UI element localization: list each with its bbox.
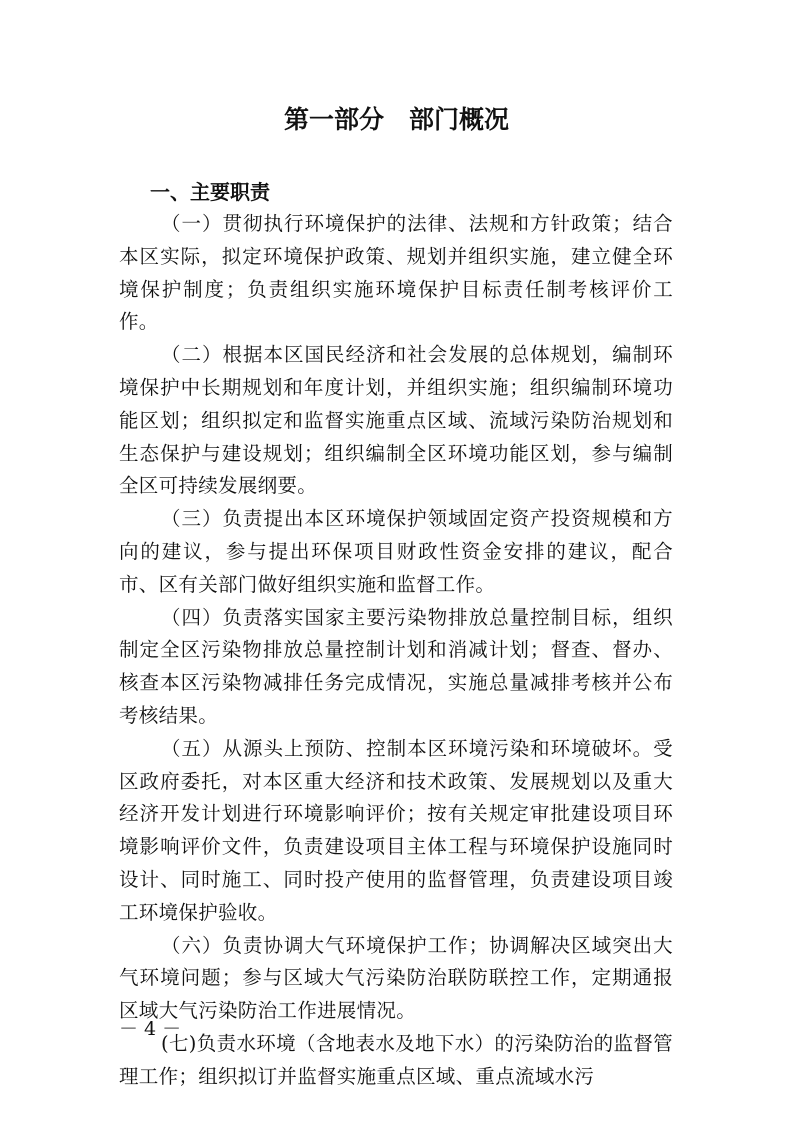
document-body [119, 176, 673, 1094]
paragraph-5: （五）从源头上预防、控制本区环境污染和环境破坏。受区政府委托，对本区重大经济和技术政策、发展规划以及重大经济开发计划进行环境影响评价；按有关规定审批建设项目环境影响评价文件，负责建设项目主体工程与环境保护设施同时设计、同时施工、同时投产使用的监督管理，负责建设项目竣工环境保护验收。 [119, 736, 673, 924]
paragraph-2: （二）根据本区国民经济和社会发展的总体规划，编制环境保护中长期规划和年度计划，并组织实施；组织编制环境功能区划；组织拟定和监督实施重点区域、流域污染防治规划和生态保护与建设规划；组织编制全区环境功能区划，参与编制全区可持续发展纲要。 [119, 343, 673, 498]
paragraph-3: （三）负责提出本区环境保护领域固定资产投资规模和方向的建议，参与提出环保项目财政性资金安排的建议，配合市、区有关部门做好组织实施和监督工作。 [119, 507, 673, 596]
section-heading: 一、主要职责 [150, 180, 270, 204]
paragraph-4: （四）负责落实国家主要污染物排放总量控制目标，组织制定全区污染物排放总量控制计划和消减计划；督查、督办、核查本区污染物减排任务完成情况，实施总量减排考核并公布考核结果。 [119, 605, 673, 727]
page-title: 第一部分 部门概况 [283, 105, 509, 134]
paragraph-6: （六）负责协调大气环境保护工作；协调解决区域突出大气环境问题；参与区域大气污染防治联防联控工作，定期通报区域大气污染防治工作进展情况。 [119, 933, 673, 1023]
paragraph-7: (七)负责水环境（含地表水及地下水）的污染防治的监督管理工作；组织拟订并监督实施重点区域、重点流域水污 [119, 1031, 673, 1088]
page-number: － 4 － [119, 1018, 182, 1040]
paragraph-1: （一）贯彻执行环境保护的法律、法规和方针政策；结合本区实际，拟定环境保护政策、规划并组织实施，建立健全环境保护制度；负责组织实施环境保护目标责任制考核评价工作。 [119, 212, 673, 334]
